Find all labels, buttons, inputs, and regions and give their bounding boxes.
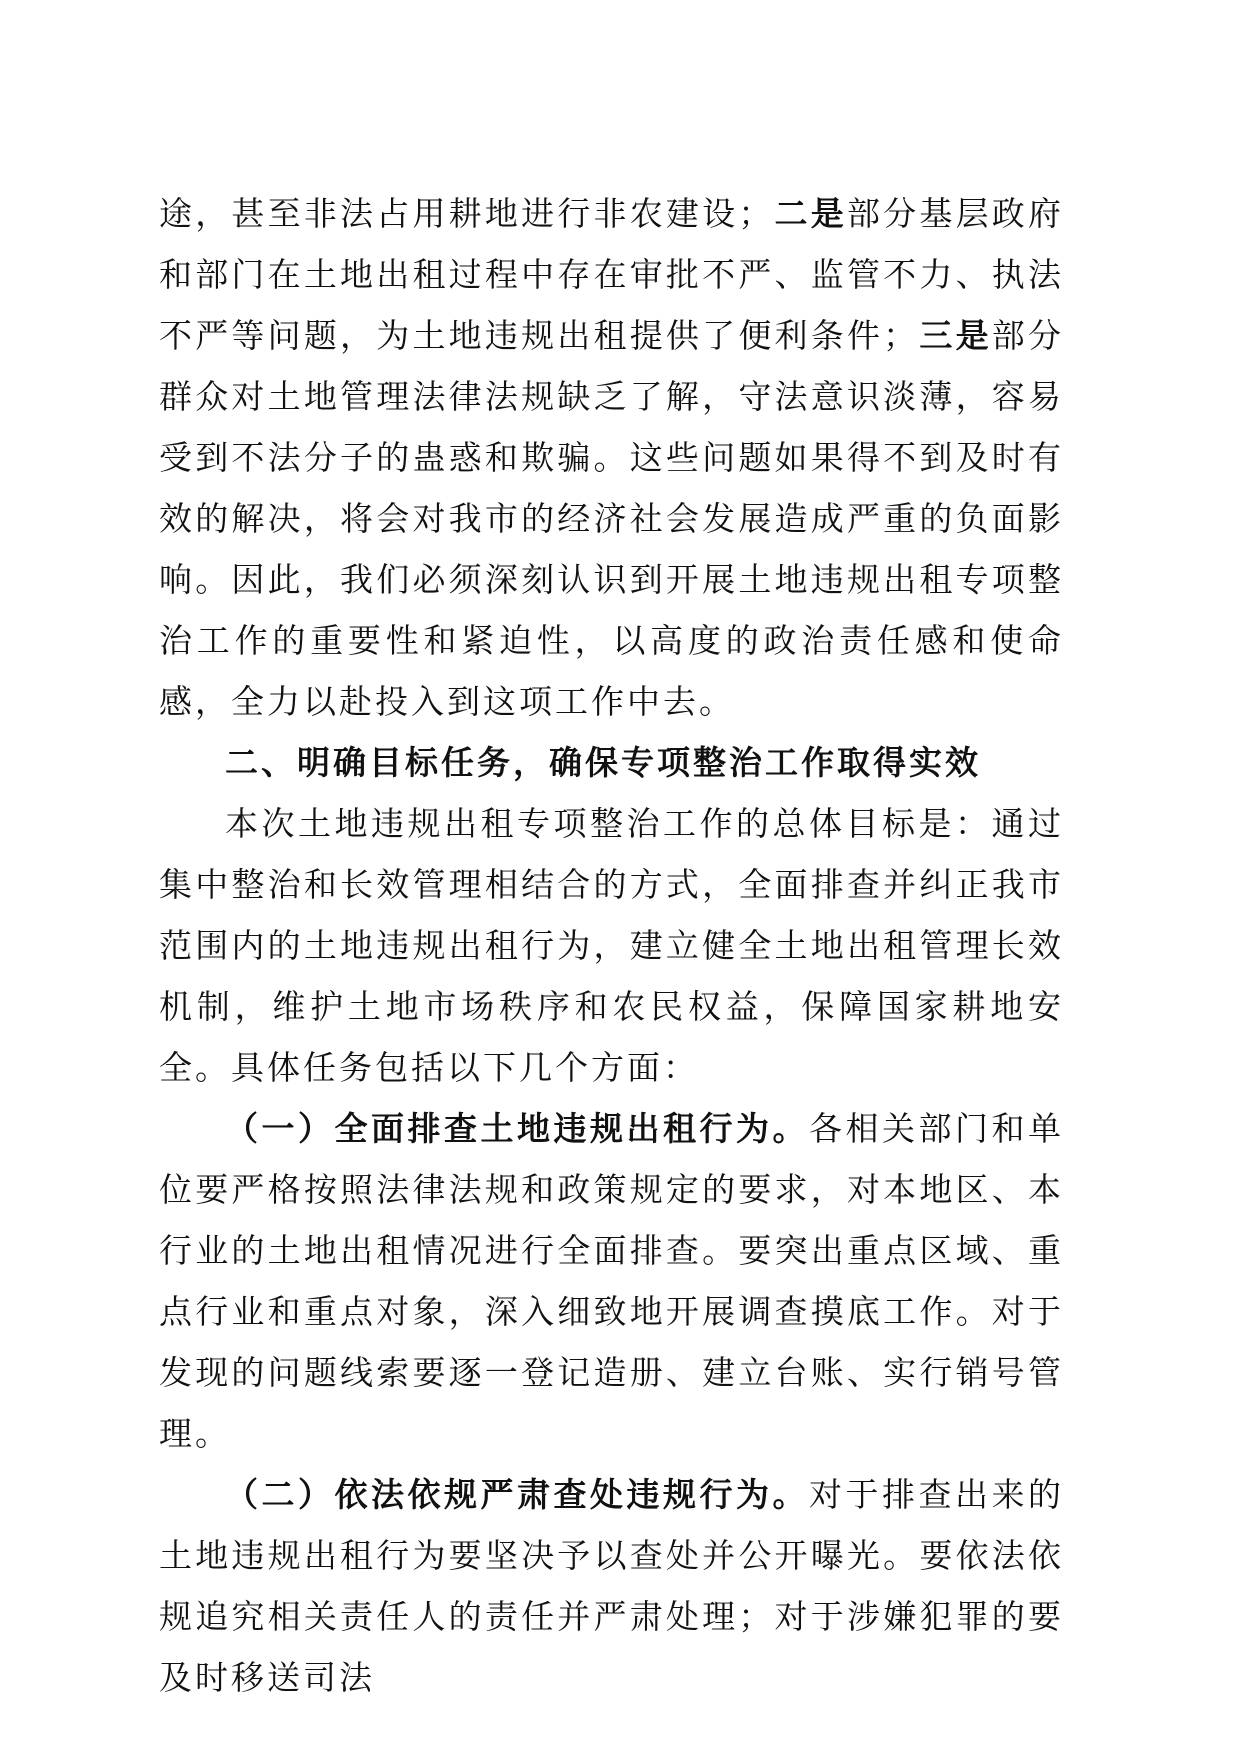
task-heading-2: （二）依法依规严肃查处违规行为。 [225,1475,809,1514]
paragraph-text: 途，甚至非法占用耕地进行非农建设； [159,194,775,233]
section-heading: 二、明确目标任务，确保专项整治工作取得实效 [225,743,981,782]
emphasis-second: 二是 [774,194,847,233]
emphasis-third: 三是 [919,316,992,355]
paragraph-task-1 [159,1098,1064,1464]
paragraph-causes [159,183,1064,732]
paragraph-text: 部分基层政府和部门在土地出租过程中存在审批不严、监管不力、执法不严等问题，为土地违规出租提供了便利条件； [159,194,1065,355]
paragraph-goals: 本次土地违规出租专项整治工作的总体目标是：通过集中整治和长效管理相结合的方式，全面排查并纠正我市范围内的土地违规出租行为，建立健全土地出租管理长效机制，维护土地市场秩序和农民权益，保障国家耕地安全。具体任务包括以下几个方面： [159,804,1064,1087]
task-heading-1: （一）全面排查土地违规出租行为。 [225,1109,809,1148]
paragraph-text: 部分群众对土地管理法律法规缺乏了解，守法意识淡薄，容易受到不法分子的蛊惑和欺骗。这些问题如果得不到及时有效的解决，将会对我市的经济社会发展造成严重的负面影响。因此，我们必须深刻认识到开展土地违规出租专项整治工作的重要性和紧迫性，以高度的政治责任感和使命感，全力以赴投入到这项工作中去。 [159,316,1065,721]
document-body [159,183,1064,1708]
paragraph-task-2 [159,1464,1064,1708]
paragraph-text: 各相关部门和单位要严格按照法律法规和政策规定的要求，对本地区、本行业的土地出租情况进行全面排查。要突出重点区域、重点行业和重点对象，深入细致地开展调查摸底工作。对于发现的问题线索要逐一登记造册、建立台账、实行销号管理。 [159,1109,1064,1453]
paragraph-text: 对于排查出来的土地违规出租行为要坚决予以查处并公开曝光。要依法依规追究相关责任人的责任并严肃处理；对于涉嫌犯罪的要及时移送司法 [159,1475,1064,1697]
